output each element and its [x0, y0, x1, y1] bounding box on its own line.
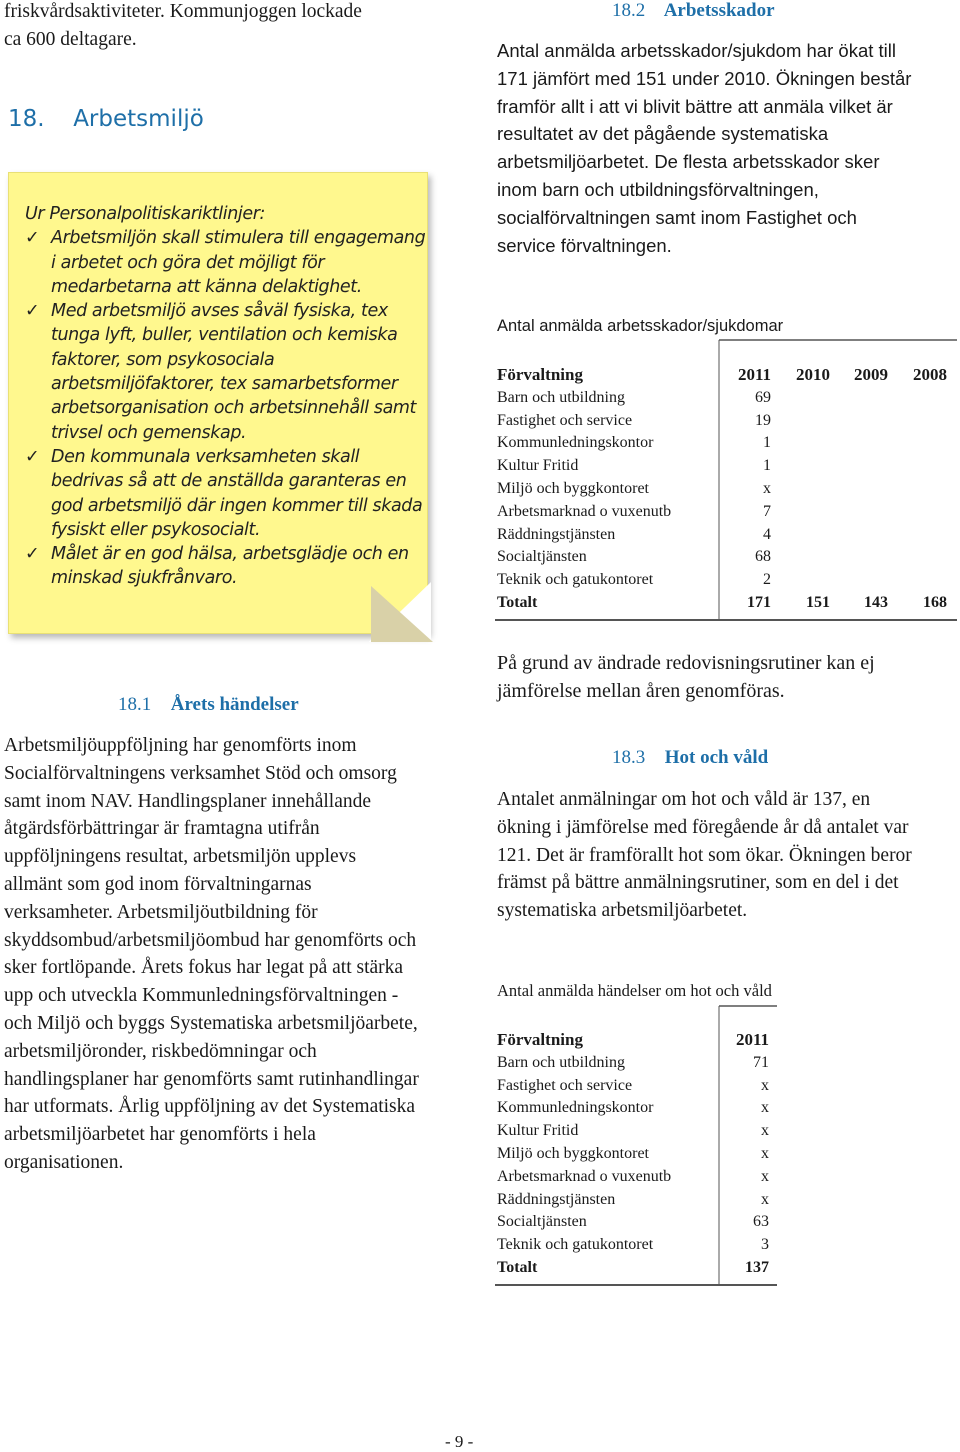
table-cell-value: 2009: [854, 365, 888, 384]
table-cell-value: 19: [755, 411, 771, 429]
section-18-2-body: Antal anmälda arbetsskador/sjukdom har ökat till 171 jämfört med 151 under 2010. Ökningen består framför allt i att vi blivit bättre att anmäla vilket är resultatet av det pågående systematiska arbetsmiljöarbetet. De flesta arbetsskador sker inom barn och utbildningsförvaltningen, socialförvaltningen samt inom Fastighet och service förvaltningen.: [497, 40, 912, 256]
checkmark-icon: ✓: [25, 301, 40, 322]
table-cell-value: [830, 546, 888, 569]
table-cell-label: Totalt: [497, 593, 538, 611]
table-row: [497, 1211, 769, 1234]
section-title: Arbetsskador: [663, 0, 775, 21]
table-row: [497, 501, 947, 524]
table-row: [497, 1143, 769, 1166]
table-cell-value: [771, 387, 830, 410]
section-title: Hot och våld: [664, 747, 769, 768]
table-cell-value: [830, 524, 888, 547]
note-bullet: [25, 299, 430, 445]
table-row: [497, 1097, 769, 1120]
intro-text: friskvårdsaktiviteter. Kommunjoggen lockade ca 600 deltagare.: [4, 1, 362, 50]
table-row: [497, 410, 947, 433]
note-bullet-text: Den kommunala verksamheten skall bedrivas så att de anställda garanteras en god arbetsmiljö där ingen kommer till skada fysiskt eller psykosocialt.: [51, 446, 423, 540]
table-cell-value: [771, 410, 830, 433]
table-row: [497, 1166, 769, 1189]
table-cell-label: Totalt: [497, 1258, 538, 1276]
checkmark-icon: ✓: [25, 446, 40, 467]
section-title: Arbetsmiljö: [73, 106, 204, 132]
table-row: [497, 1075, 769, 1098]
table-cell-value: 2011: [735, 1030, 769, 1049]
table-cell-value: [888, 410, 947, 433]
table-cell-value: [888, 432, 947, 455]
table-row: [497, 546, 947, 569]
table-cell-value: 1: [763, 457, 771, 475]
table-cell-value: x: [761, 1144, 769, 1162]
table-cell-value: 1: [763, 434, 771, 452]
table-cell-label: Kultur Fritid: [497, 457, 579, 475]
hot-och-vald-table: [497, 1029, 769, 1280]
table-cell-value: x: [761, 1167, 769, 1185]
table-cell-value: 3: [761, 1236, 769, 1254]
table-cell-value: 137: [745, 1258, 769, 1276]
table-cell-value: [830, 387, 888, 410]
table-caption-hot-och-vald: Antal anmälda händelser om hot och våld: [497, 981, 772, 1000]
table-cell-value: 168: [923, 593, 947, 611]
table-cell-value: 2011: [737, 365, 771, 384]
table-cell-value: 69: [755, 388, 771, 406]
table-cell-value: x: [761, 1122, 769, 1140]
section-number: 18.1: [118, 694, 152, 715]
note-heading: Ur Personalpolitiskariktlinjer:: [25, 204, 266, 224]
table-cell-label: Socialtjänsten: [497, 1213, 587, 1231]
table-cell-label: Socialtjänsten: [497, 548, 587, 566]
table-cell-label: Räddningstjänsten: [497, 1190, 616, 1208]
checkmark-icon: ✓: [25, 228, 40, 249]
table-header-row: [497, 1029, 769, 1052]
table-cell-label: Kommunledningskontor: [497, 434, 654, 452]
table-cell-value: [771, 478, 830, 501]
table-row: [497, 524, 947, 547]
section-18-1-body: Arbetsmiljöuppföljning har genomförts inom Socialförvaltningens verksamhet Stöd och omsorg samt inom NAV. Handlingsplaner innehållande åtgärdsförbättringar är framtagna utifrån uppföljningens resultat, arbetsmiljön upplevs allmänt som god inom förvaltningarnas verksamheter. Arbetsmiljöutbildning för skyddsombud/arbetsmiljöombud har genomförts och sker fortlöpande. Årets fokus har legat på att stärka upp och utveckla Kommunledningsförvaltningen - och Miljö och byggs Systematiska arbetsmiljöarbete, arbetsmiljöronder, riskbedömningar och handlingsplaner har genomförts samt rutinhandlingar har utformats. Årlig uppföljning av det Systematiska arbetsmiljöarbetet har genomförts i hela organisationen.: [4, 735, 419, 1173]
note-bullet-text: Målet är en god hälsa, arbetsglädje och en minskad sjukfrånvaro.: [51, 544, 409, 589]
table-cell-value: [888, 455, 947, 478]
note-bullet: [25, 226, 430, 299]
table-caption-arbetsskador: Antal anmälda arbetsskador/sjukdomar: [497, 317, 784, 335]
table-row: [497, 455, 947, 478]
note-bullet-text: Arbetsmiljön skall stimulera till engagemang i arbetet och göra det möjligt för medarbetarna att känna delaktighet.: [51, 228, 426, 297]
table-row: [497, 478, 947, 501]
table-cell-label: Teknik och gatukontoret: [497, 571, 654, 589]
table-cell-value: 2008: [913, 365, 947, 384]
table-cell-value: [771, 501, 830, 524]
table-cell-label: Förvaltning: [497, 1030, 583, 1049]
section-title: Årets händelser: [170, 694, 299, 715]
page-number: - 9 -: [445, 1432, 474, 1451]
arbetsskador-table: [497, 364, 947, 615]
table-header-row: [497, 364, 947, 387]
note-text: [25, 202, 430, 591]
section-18-1-heading: [118, 694, 299, 716]
table-cell-value: 63: [753, 1213, 769, 1231]
note-bullet-text: Med arbetsmiljö avses såväl fysiska, tex tunga lyft, buller, ventilation och kemiska faktorer, som psykosociala arbetsmiljöfaktorer, tex samarbetsformer arbetsorganisation och arbetsinnehåll samt trivsel och gemenskap.: [51, 301, 417, 443]
note-page-curl: [371, 586, 433, 642]
table-cell-value: [888, 501, 947, 524]
table-cell-value: 71: [753, 1053, 769, 1071]
table-cell-label: Fastighet och service: [497, 411, 633, 429]
table-cell-label: Miljö och byggkontoret: [497, 479, 649, 497]
table-cell-value: [771, 455, 830, 478]
table-cell-value: x: [763, 479, 771, 497]
table-cell-label: Barn och utbildning: [497, 388, 625, 406]
table-cell-value: 143: [864, 593, 888, 611]
table-cell-value: [771, 524, 830, 547]
section-18-2-note: På grund av ändrade redovisningsrutiner kan ej jämförelse mellan åren genomföras.: [497, 652, 875, 702]
table-cell-label: Barn och utbildning: [497, 1053, 625, 1071]
table-cell-label: Räddningstjänsten: [497, 525, 616, 543]
table-cell-value: x: [761, 1076, 769, 1094]
section-number: 18.: [8, 106, 45, 132]
table-row: [497, 387, 947, 410]
table-cell-value: x: [761, 1099, 769, 1117]
table-row: [497, 1120, 769, 1143]
section-18-2-heading: [612, 0, 775, 22]
table-total-row: [497, 1257, 769, 1280]
table-cell-value: 2: [763, 571, 771, 589]
table-row: [497, 1052, 769, 1075]
table-cell-value: [771, 546, 830, 569]
table-cell-value: [771, 569, 830, 592]
note-bullet: [25, 445, 430, 542]
table-cell-value: 2010: [796, 365, 830, 384]
table-cell-value: [888, 546, 947, 569]
section-number: 18.2: [612, 0, 646, 21]
table-cell-label: Kommunledningskontor: [497, 1099, 654, 1117]
table-cell-label: Kultur Fritid: [497, 1122, 579, 1140]
table-cell-value: [830, 455, 888, 478]
table-cell-value: [888, 524, 947, 547]
table-cell-label: Fastighet och service: [497, 1076, 633, 1094]
table-cell-label: Arbetsmarknad o vuxenutb: [497, 1167, 672, 1185]
section-18-3-body: Antalet anmälningar om hot och våld är 137, en ökning i jämförelse med föregående år då antalet var 121. Det är framförallt hot som ökar. Ökningen beror främst på bättre anmälningsrutiner, som en del i det systematiska arbetsmiljöarbetet.: [497, 789, 912, 922]
sticky-note: [8, 172, 433, 642]
table-cell-value: 171: [747, 593, 771, 611]
table-row: [497, 1189, 769, 1212]
table-cell-value: 68: [755, 548, 771, 566]
table-cell-value: [830, 478, 888, 501]
table-cell-value: [830, 569, 888, 592]
table-cell-value: [888, 387, 947, 410]
section-18-heading: [8, 106, 204, 132]
note-bullet: [25, 542, 430, 591]
table-cell-label: Teknik och gatukontoret: [497, 1236, 654, 1254]
table-row: [497, 569, 947, 592]
table-cell-value: 4: [763, 525, 771, 543]
table-cell-value: 7: [763, 502, 771, 520]
table-cell-label: Miljö och byggkontoret: [497, 1144, 649, 1162]
table-cell-value: [888, 478, 947, 501]
note-bullet-list: [25, 226, 430, 590]
section-18-3-heading: [612, 747, 768, 769]
table-cell-value: x: [761, 1190, 769, 1208]
table-cell-label: Förvaltning: [497, 365, 583, 384]
table-cell-value: [888, 569, 947, 592]
table-cell-value: 151: [806, 593, 830, 611]
table-row: [497, 1234, 769, 1257]
table-total-row: [497, 592, 947, 615]
checkmark-icon: ✓: [25, 544, 40, 565]
table-cell-label: Arbetsmarknad o vuxenutb: [497, 502, 672, 520]
table-row: [497, 432, 947, 455]
table-cell-value: [830, 432, 888, 455]
table-cell-value: [830, 501, 888, 524]
table-cell-value: [771, 432, 830, 455]
section-number: 18.3: [612, 747, 646, 768]
table-cell-value: [830, 410, 888, 433]
